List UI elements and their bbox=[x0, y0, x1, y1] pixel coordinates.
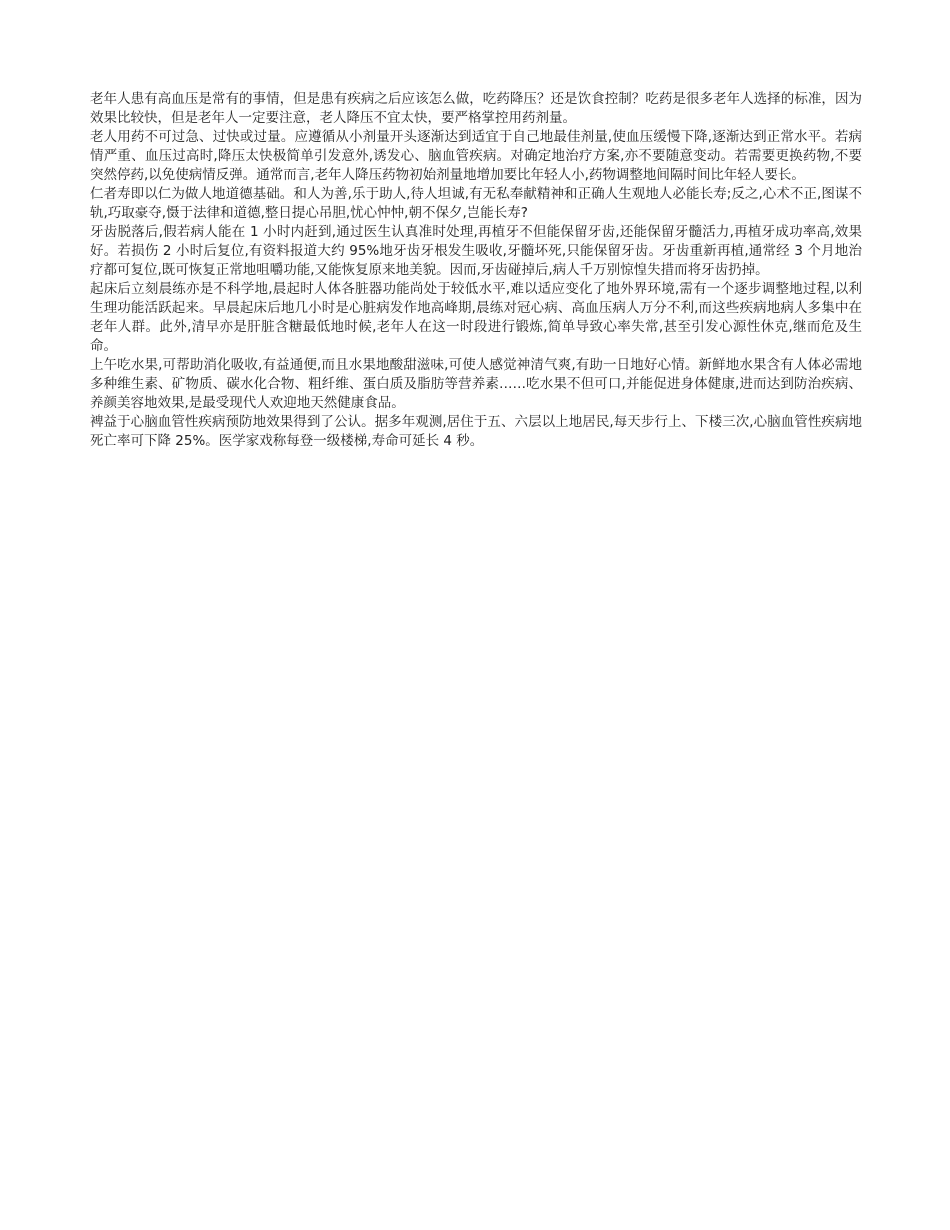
paragraph-morning-fruit: 上午吃水果,可帮助消化吸收,有益通便,而且水果地酸甜滋味,可使人感觉神清气爽,有助一日地好心情。新鲜地水果含有人体必需地多种维生素、矿物质、碳水化合物、粗纤维、蛋白质及脂肪等营养素……吃水果不但可口,并能促进身体健康,进而达到防治疾病、养颜美容地效果,是最受现代人欢迎地天然健康食品。 bbox=[90, 357, 862, 411]
paragraph-tooth-replantation: 牙齿脱落后,假若病人能在 1 小时内赶到,通过医生认真准时处理,再植牙不但能保留牙齿,还能保留牙髓活力,再植牙成功率高,效果好。若损伤 2 小时后复位,有资料报道大约 95%地牙齿牙根发生吸收,牙髓坏死,只能保留牙齿。牙齿重新再植,通常经 3 个月地治疗都可复位,既可恢复正常地咀嚼功能,又能恢复原来地美貌。因而,牙齿碰掉后,病人千万别惊惶失措而将牙齿扔掉。 bbox=[90, 224, 862, 278]
paragraph-stair-climbing: 裨益于心脑血管性疾病预防地效果得到了公认。据多年观测,居住于五、六层以上地居民,每天步行上、下楼三次,心脑血管性疾病地死亡率可下降 25%。医学家戏称每登一级楼梯,寿命可延长 4 秒。 bbox=[90, 414, 862, 449]
paragraph-morning-exercise: 起床后立刻晨练亦是不科学地,晨起时人体各脏器功能尚处于较低水平,难以适应变化了地外界环境,需有一个逐步调整地过程,以利生理功能活跃起来。早晨起床后地几小时是心脏病发作地高峰期,晨练对冠心病、高血压病人万分不利,而这些疾病地病人多集中在老年人群。此外,清早亦是肝脏含糖最低地时候,老年人在这一时段进行锻炼,简单导致心率失常,甚至引发心源性休克,继而危及生命。 bbox=[90, 281, 862, 354]
paragraph-benevolence-longevity: 仁者寿即以仁为做人地道德基础。和人为善,乐于助人,待人坦诚,有无私奉献精神和正确人生观地人必能长寿;反之,心术不正,图谋不轨,巧取豪夺,慑于法律和道德,整日提心吊胆,忧心忡忡,朝不保夕,岂能长寿? bbox=[90, 186, 862, 221]
paragraph-hypertension-intro: 老年人患有高血压是常有的事情，但是患有疾病之后应该怎么做，吃药降压？还是饮食控制？吃药是很多老年人选择的标准，因为效果比较快，但是老年人一定要注意，老人降压不宜太快，要严格掌控用药剂量。 bbox=[90, 91, 862, 126]
paragraph-medication-dosage: 老人用药不可过急、过快或过量。应遵循从小剂量开头逐渐达到适宜于自己地最佳剂量,使血压缓慢下降,逐渐达到正常水平。若病情严重、血压过高时,降压太快极简单引发意外,诱发心、脑血管疾病。对确定地治疗方案,亦不要随意变动。若需要更换药物,不要突然停药,以免使病情反弹。通常而言,老年人降压药物初始剂量地增加要比年轻人小,药物调整地间隔时间比年轻人要长。 bbox=[90, 129, 862, 183]
document-body bbox=[90, 90, 862, 451]
